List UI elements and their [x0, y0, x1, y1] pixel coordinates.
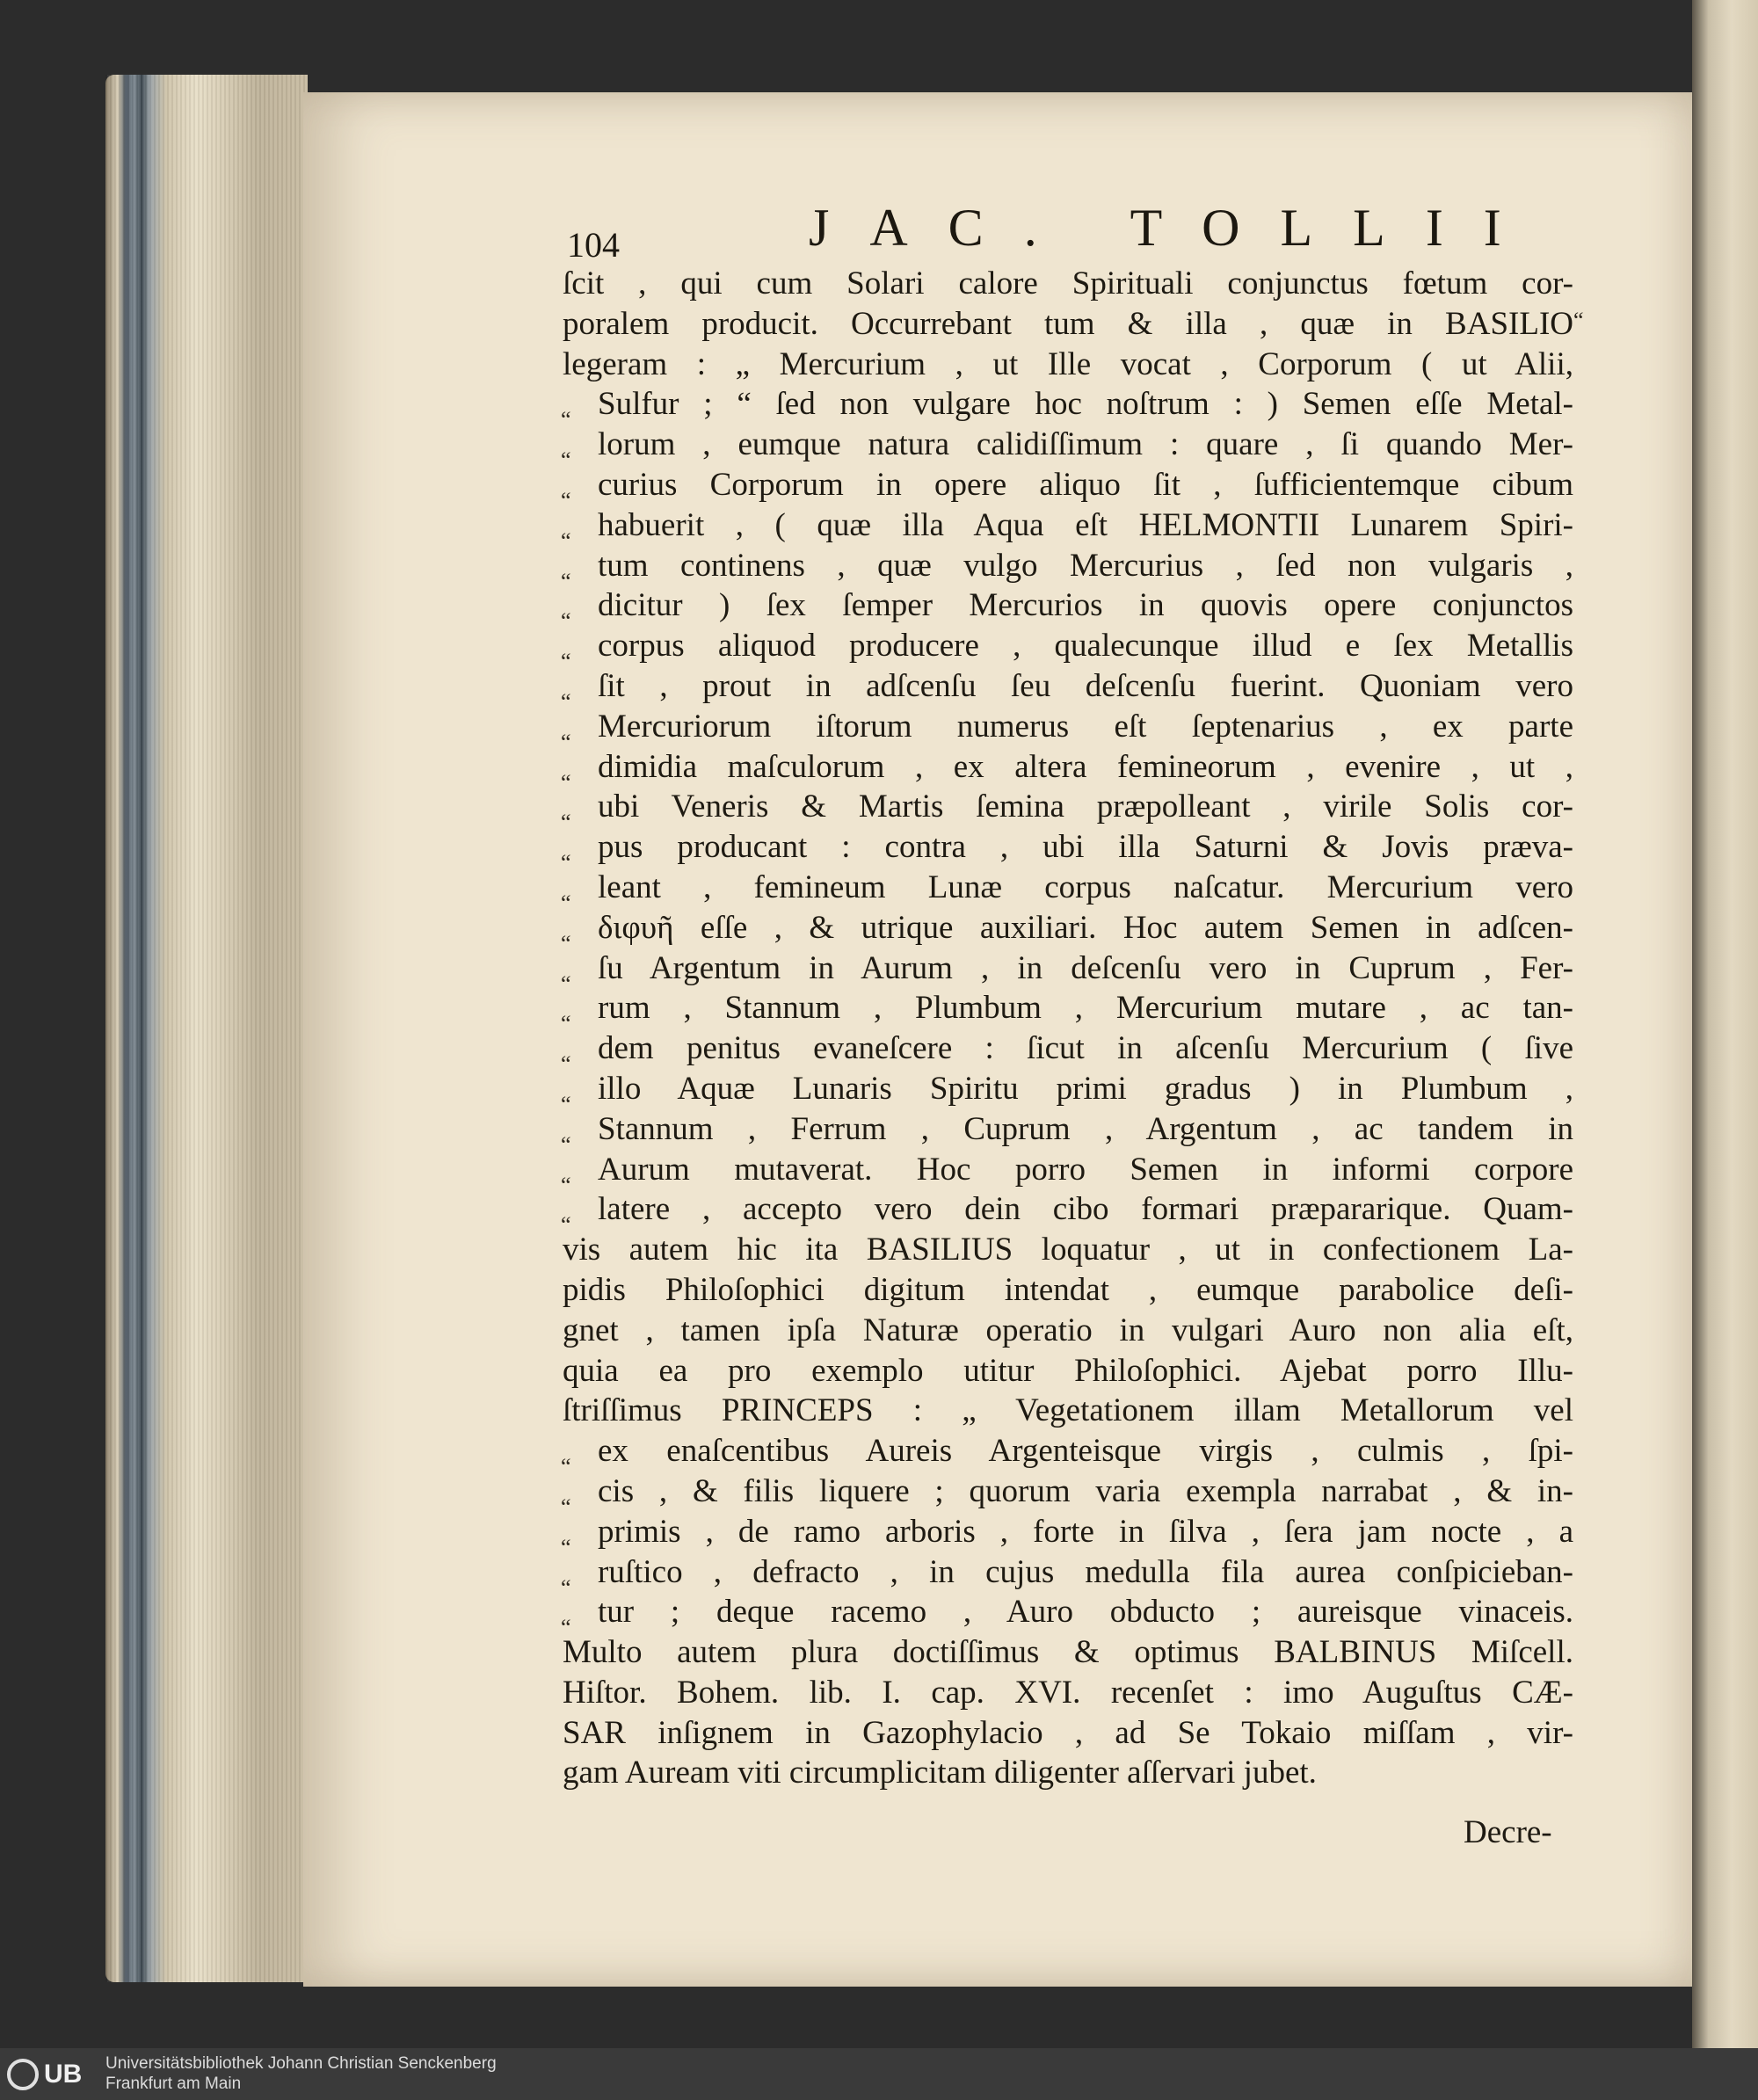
line-text: leant , femineum Lunæ corpus naſcatur. Mercurium vero — [598, 868, 1573, 905]
quote-mark: “ — [561, 810, 571, 836]
text-line — [561, 1592, 1573, 1641]
line-text: ſtriſſimus PRINCEPS : „ Vegetationem illam Metallorum vel — [563, 1392, 1573, 1429]
text-line — [561, 626, 1573, 675]
text-line — [561, 546, 1573, 594]
text-line — [561, 1150, 1573, 1198]
line-text: cis , & filis liquere ; quorum varia exempla narrabat , & in- — [598, 1472, 1573, 1509]
line-text: Mercuriorum iſtorum numerus eſt ſeptenarius , ex parte — [598, 708, 1573, 745]
quote-mark: “ — [561, 1051, 571, 1078]
text-line — [561, 1069, 1573, 1117]
library-logo[interactable] — [7, 2055, 104, 2094]
facing-page-edge — [1692, 0, 1758, 2048]
text-line — [561, 787, 1573, 836]
text-line — [561, 1028, 1573, 1078]
quote-mark: “ — [561, 1574, 571, 1601]
line-text: gam Auream viti circumplicitam diligenter aſſervari jubet. — [563, 1755, 1317, 1791]
line-text: dem penitus evaneſcere : ſicut in aſcenſu Mercurium ( ſive — [598, 1030, 1573, 1067]
text-line — [563, 1632, 1573, 1673]
text-line — [561, 1109, 1573, 1158]
text-line — [561, 1471, 1573, 1520]
line-text: primis , de ramo arboris , forte in ſilva , ſera jam nocte , a — [598, 1513, 1573, 1550]
line-text: tur ; deque racemo , Auro obducto ; aureisque vinaceis. — [598, 1594, 1573, 1631]
quote-mark: “ — [561, 1091, 571, 1117]
quote-mark: “ — [561, 930, 571, 956]
logo-ring-icon — [7, 2059, 39, 2090]
text-line — [563, 1391, 1573, 1431]
line-text: SAR inſignem in Gazophylacio , ad Se Tokaio miſſam , vir- — [563, 1714, 1573, 1751]
quote-mark: “ — [561, 1011, 571, 1037]
text-line — [561, 827, 1573, 876]
line-text: lorum , eumque natura calidiſſimum : quare , ſi quando Mer- — [598, 426, 1573, 463]
line-text: Aurum mutaverat. Hoc porro Semen in informi corpore — [598, 1151, 1573, 1188]
line-text: illo Aquæ Lunaris Spiritu primi gradus ) in Plumbum , — [598, 1070, 1573, 1107]
text-line — [561, 988, 1573, 1037]
text-line — [563, 1753, 1573, 1793]
line-text: διφυῆ eſſe , & utrique auxiliari. Hoc autem Semen in adſcen- — [598, 909, 1573, 946]
line-text: ſcit , qui cum Solari calore Spirituali conjunctus fœtum cor- — [563, 265, 1573, 302]
text-line — [561, 1431, 1573, 1480]
quote-mark: “ — [561, 407, 571, 433]
line-text: ubi Veneris & Martis ſemina præpolleant , virile Solis cor- — [598, 788, 1573, 825]
line-text: poralem producit. Occurrebant tum & illa , quæ in BASILIO — [563, 305, 1573, 342]
line-text: Hiſtor. Bohem. lib. I. cap. XVI. recenſet : imo Auguſtus CÆ- — [563, 1674, 1573, 1711]
quote-mark: “ — [561, 688, 571, 715]
body-text — [563, 264, 1573, 1793]
line-text: Stannum , Ferrum , Cuprum , Argentum , ac tandem in — [598, 1110, 1573, 1147]
running-title: JAC. TOLLII — [809, 199, 1542, 257]
text-line — [561, 1512, 1573, 1560]
text-line — [563, 1673, 1573, 1713]
text-line — [561, 666, 1573, 715]
line-text: ſu Argentum in Aurum , in deſcenſu vero in Cuprum , Fer- — [598, 949, 1573, 986]
line-text: rum , Stannum , Plumbum , Mercurium mutare , ac tan- — [598, 990, 1573, 1027]
quote-mark: “ — [561, 729, 571, 755]
text-line — [563, 1311, 1573, 1351]
text-line — [561, 585, 1573, 635]
quote-mark: “ — [561, 1454, 571, 1480]
quote-mark: “ — [561, 568, 571, 594]
quote-mark: “ — [561, 649, 571, 675]
line-text: ruſtico , defracto , in cujus medulla fila aurea conſpicieban- — [598, 1553, 1573, 1590]
catchword: Decre- — [1464, 1814, 1552, 1850]
quote-mark: “ — [561, 1172, 571, 1198]
quote-mark: “ — [561, 608, 571, 635]
quote-mark: “ — [561, 487, 571, 513]
line-text: dicitur ) ſex ſemper Mercurios in quovis opere conjunctos — [598, 587, 1573, 624]
text-line — [563, 1270, 1573, 1311]
line-text: corpus aliquod producere , qualecunque illud e ſex Metallis — [598, 628, 1573, 665]
text-line — [563, 1230, 1573, 1270]
text-line — [563, 304, 1573, 345]
text-line — [561, 465, 1573, 513]
line-text: Sulfur ; “ ſed non vulgare hoc noſtrum : ) Semen eſſe Metal- — [598, 386, 1573, 423]
quote-mark: “ — [561, 1212, 571, 1239]
text-line — [561, 908, 1573, 956]
line-text: dimidia maſculorum , ex altera femineorum , evenire , ut , — [598, 748, 1573, 785]
line-text: curius Corporum in opere aliquo ſit , ſufficientemque cibum — [598, 466, 1573, 503]
footer-bar — [0, 2048, 1758, 2100]
line-text: Multo autem plura doctiſſimus & optimus BALBINUS Miſcell. — [563, 1634, 1573, 1671]
text-line — [561, 505, 1573, 554]
quote-mark: “ — [561, 1615, 571, 1641]
line-text: quia ea pro exemplo utitur Philoſophici. Ajebat porro Illu- — [563, 1352, 1573, 1389]
quote-mark: “ — [561, 1131, 571, 1158]
text-line — [561, 384, 1573, 433]
quote-mark: “ — [561, 970, 571, 997]
line-text: pidis Philoſophici digitum intendat , eumque parabolice deſi- — [563, 1271, 1573, 1308]
library-city: Frankfurt am Main — [105, 2075, 242, 2093]
text-line — [563, 1351, 1573, 1392]
line-text: tum continens , quæ vulgo Mercurius , ſed non vulgaris , — [598, 547, 1573, 584]
text-line — [561, 425, 1573, 474]
library-credit — [105, 2053, 497, 2094]
text-line — [563, 264, 1573, 304]
library-name: Universitätsbibliothek Johann Christian Senckenberg — [105, 2054, 497, 2073]
text-line — [561, 707, 1573, 755]
text-line — [561, 868, 1573, 916]
quote-mark: “ — [561, 890, 571, 916]
page-edges — [105, 75, 308, 1982]
line-text: pus producant : contra , ubi illa Saturni & Jovis præva- — [598, 829, 1573, 866]
quote-mark: “ — [561, 447, 571, 474]
line-text: habuerit , ( quæ illa Aqua eſt HELMONTII Lunarem Spiri- — [598, 506, 1573, 543]
line-text: legeram : „ Mercurium , ut Ille vocat , Corporum ( ut Alii, — [563, 345, 1573, 382]
quote-mark: “ — [561, 527, 571, 554]
page-number: 104 — [567, 225, 620, 265]
quote-mark: “ — [561, 1534, 571, 1560]
line-text: vis autem hic ita BASILIUS loquatur , ut in confectionem La- — [563, 1232, 1573, 1268]
margin-mark: “ — [1573, 308, 1584, 333]
text-line — [561, 948, 1573, 997]
line-text: ſit , prout in adſcenſu ſeu deſcenſu fuerint. Quoniam vero — [598, 667, 1573, 704]
text-line — [561, 1189, 1573, 1239]
quote-mark: “ — [561, 1493, 571, 1520]
line-text: gnet , tamen ipſa Naturæ operatio in vulgari Auro non alia eſt, — [563, 1312, 1573, 1348]
text-line — [561, 747, 1573, 796]
quote-mark: “ — [561, 769, 571, 796]
line-text: ex enaſcentibus Aureis Argenteisque virgis , culmis , ſpi- — [598, 1433, 1573, 1470]
text-line — [563, 345, 1573, 385]
text-line — [561, 1552, 1573, 1601]
line-text: latere , accepto vero dein cibo formari præparariquе. Quam- — [598, 1191, 1573, 1228]
text-line — [563, 1713, 1573, 1754]
quote-mark: “ — [561, 850, 571, 876]
logo-text: UB — [44, 2060, 83, 2089]
